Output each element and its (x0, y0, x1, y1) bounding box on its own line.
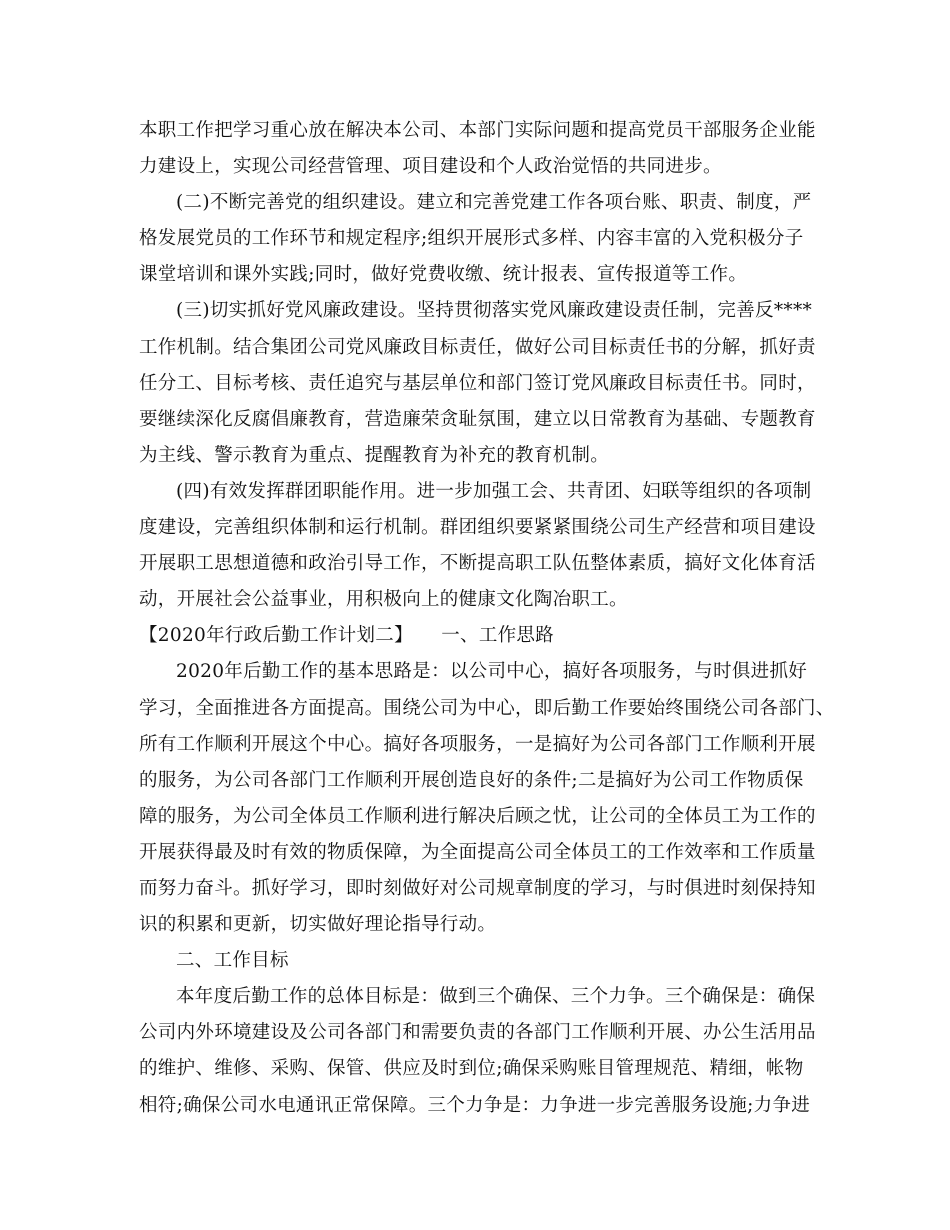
text-line-28: 相符;确保公司水电通讯正常保障。三个力争是：力争进一步完善服务设施;力争进 (139, 1094, 811, 1116)
text-line-4: 格发展党员的工作环节和规定程序;组织开展形式多样、内容丰富的入党积极分子 (139, 228, 804, 250)
text-line-2: 力建设上，实现公司经营管理、项目建设和个人政治觉悟的共同进步。 (139, 156, 722, 178)
text-line-19: 的服务，为公司各部门工作顺利开展创造良好的条件;二是搞好为公司工作物质保 (139, 769, 804, 791)
text-line-12: 度建设，完善组织体制和运行机制。群团组织要紧紧围绕公司生产经营和项目建设 (139, 517, 816, 539)
text-line-16: 2020年后勤工作的基本思路是：以公司中心，搞好各项服务，与时俱进抓好 (176, 661, 808, 683)
text-line-7: 工作机制。结合集团公司党风廉政目标责任，做好公司目标责任书的分解，抓好责 (139, 336, 816, 358)
document-body (139, 113, 835, 1124)
text-line-22: 而努力奋斗。抓好学习，即时刻做好对公司规章制度的学习，与时俱进时刻保持知 (139, 877, 816, 899)
text-line-18: 所有工作顺利开展这个中心。搞好各项服务，一是搞好为公司各部门工作顺利开展 (139, 733, 816, 755)
text-line-1: 本职工作把学习重心放在解决本公司、本部门实际问题和提高党员干部服务企业能 (139, 120, 816, 141)
text-line-26: 公司内外环境建设及公司各部门和需要负责的各部门工作顺利开展、办公生活用品 (139, 1022, 816, 1044)
text-line-13: 开展职工思想道德和政治引导工作，不断提高职工队伍整体素质，搞好文化体育活 (139, 553, 816, 575)
text-line-8: 任分工、目标考核、责任追究与基层单位和部门签订党风廉政目标责任书。同时， (139, 372, 816, 394)
text-line-25: 本年度后勤工作的总体目标是：做到三个确保、三个力争。三个确保是：确保 (176, 986, 816, 1008)
text-line-5: 课堂培训和课外实践;同时，做好党费收缴、统计报表、宣传报道等工作。 (139, 264, 748, 286)
text-line-17: 学习，全面推进各方面提高。围绕公司为中心，即后勤工作要始终围绕公司各部门、 (139, 697, 835, 719)
text-line-14: 动，开展社会公益事业，用积极向上的健康文化陶冶职工。 (139, 589, 628, 611)
text-line-11: (四)有效发挥群团职能作用。进一步加强工会、共青团、妇联等组织的各项制 (176, 480, 812, 502)
section-heading-plan-two: 【2020年行政后勤工作计划二】 一、工作思路 (139, 625, 555, 647)
text-line-21: 开展获得最及时有效的物质保障，为全面提高公司全体员工的工作效率和工作质量 (139, 841, 816, 863)
section-heading-work-goals: 二、工作目标 (176, 950, 289, 972)
text-line-27: 的维护、维修、采购、保管、供应及时到位;确保采购账目管理规范、精细，帐物 (139, 1058, 804, 1080)
text-line-20: 障的服务，为公司全体员工作顺利进行解决后顾之忧，让公司的全体员工为工作的 (139, 805, 816, 827)
text-line-23: 识的积累和更新，切实做好理论指导行动。 (139, 914, 497, 936)
text-line-6: (三)切实抓好党风廉政建设。坚持贯彻落实党风廉政建设责任制，完善反**** (176, 300, 813, 322)
text-line-9: 要继续深化反腐倡廉教育，营造廉荣贪耻氛围，建立以日常教育为基础、专题教育 (139, 408, 816, 430)
text-line-10: 为主线、警示教育为重点、提醒教育为补充的教育机制。 (139, 444, 610, 466)
text-line-3: (二)不断完善党的组织建设。建立和完善党建工作各项台账、职责、制度，严 (176, 192, 812, 214)
